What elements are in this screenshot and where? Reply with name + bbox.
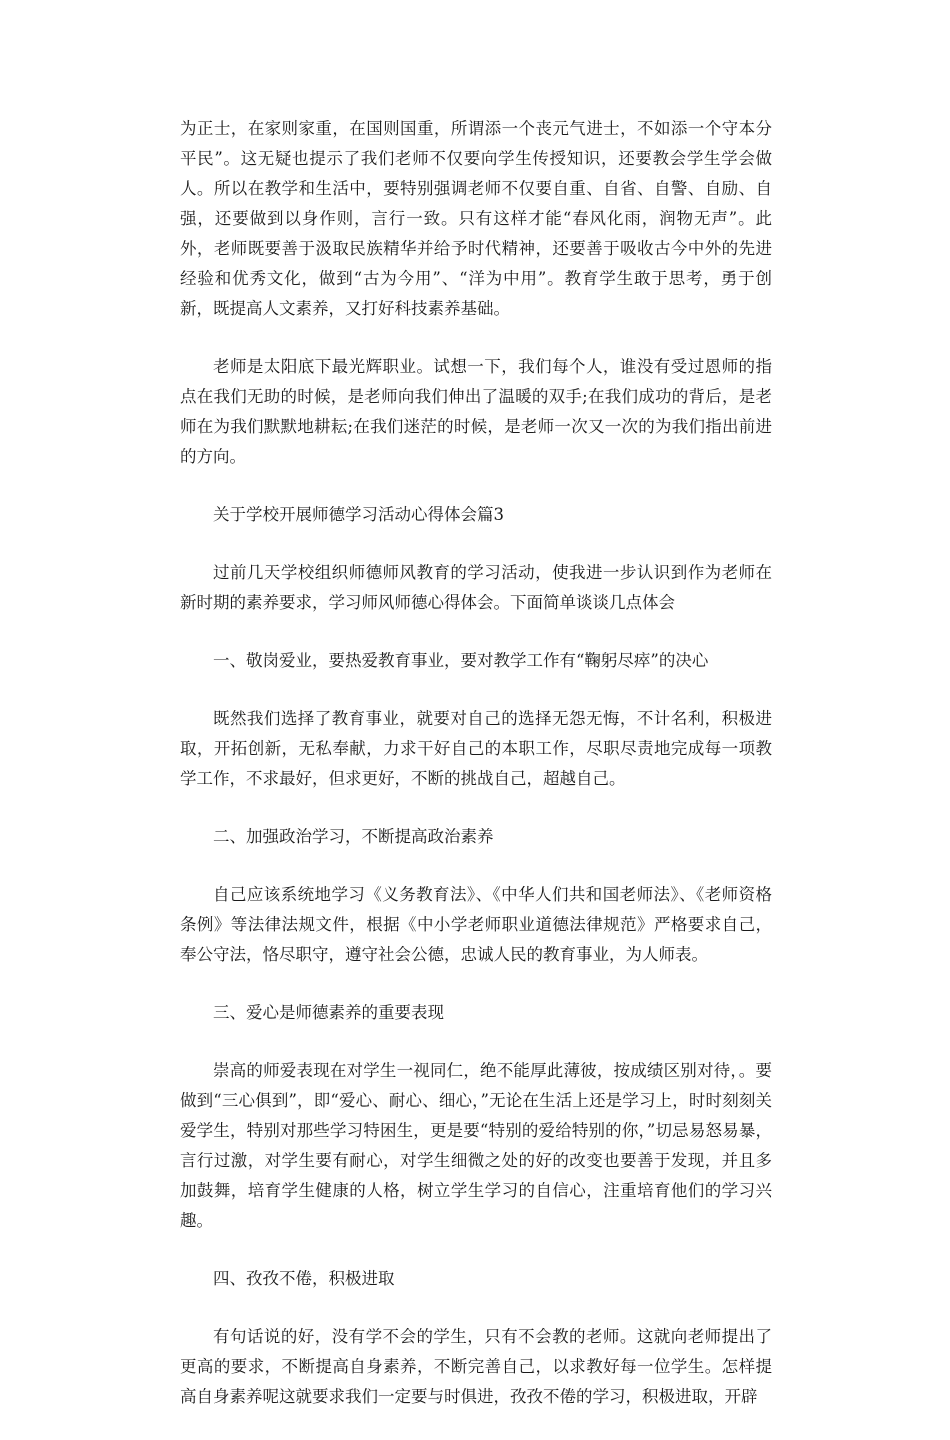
paragraph-continued-text: 为正士，在家则家重，在国则国重，所谓添一个丧元气进士，不如添一个守本分平民”。这无疑也提示了我们老师不仅要向学生传授知识，还要教会学生学会做人。所以在教学和生活中，要特别强调老师不仅要自重、自省、自警、自励、自强，还要做到以身作则，言行一致。只有这样才能“春风化雨，润物无声”。此外，老师既要善于汲取民族精华并给予时代精神，还要善于吸收古今中外的先进经验和优秀文化，做到“古为今用”、“洋为中用”。教育学生敢于思考，勇于创新，既提高人文素养，又打好科技素养基础。 [180,119,772,318]
document-page [180,114,772,1440]
paragraph-point-4: 有句话说的好，没有学不会的学生，只有不会教的老师。这就向老师提出了更高的要求，不断提高自身素养，不断完善自己，以求教好每一位学生。怎样提高自身素养呢这就要求我们一定要与时俱进，孜孜不倦的学习，积极进取，开辟 [180,1327,772,1406]
paragraph-point-3: 崇高的师爱表现在对学生一视同仁，绝不能厚此薄彼，按成绩区别对待，。要做到“三心俱到”，即“爱心、耐心、细心，”无论在生活上还是学习上，时时刻刻关爱学生，特别对那些学习特困生，更是要“特别的爱给特别的你，”切忌易怒易暴，言行过激，对学生要有耐心，对学生细微之处的好的改变也要善于发现，并且多加鼓舞，培育学生健康的人格，树立学生学习的自信心，注重培育他们的学习兴趣。 [180,1061,772,1230]
paragraph-point-2: 自己应该系统地学习《义务教育法》、《中华人们共和国老师法》、《老师资格条例》等法律法规文件，根据《中小学老师职业道德法律规范》严格要求自己，奉公守法，恪尽职守，遵守社会公德，忠诚人民的教育事业，为人师表。 [180,885,772,964]
paragraph-point-1: 既然我们选择了教育事业，就要对自己的选择无怨无悔，不计名利，积极进取，开拓创新，无私奉献，力求干好自己的本职工作，尽职尽责地完成每一项教学工作，不求最好，但求更好，不断的挑战自己，超越自己。 [180,709,772,788]
paragraph-teacher-profession: 老师是太阳底下最光辉职业。试想一下，我们每个人，谁没有受过恩师的指点在我们无助的时候，是老师向我们伸出了温暖的双手;在我们成功的背后，是老师在为我们默默地耕耘;在我们迷茫的时候，是老师一次又一次的为我们指出前进的方向。 [180,357,772,466]
heading-point-3: 三、爱心是师德素养的重要表现 [213,1003,444,1022]
paragraph-intro: 过前几天学校组织师德师风教育的学习活动，使我进一步认识到作为老师在新时期的素养要求，学习师风师德心得体会。下面简单谈谈几点体会 [180,563,772,612]
section-title-article-3: 关于学校开展师德学习活动心得体会篇3 [213,505,504,524]
heading-point-4: 四、孜孜不倦，积极进取 [213,1269,395,1288]
heading-point-2: 二、加强政治学习，不断提高政治素养 [213,827,494,846]
heading-point-1: 一、敬岗爱业，要热爱教育事业，要对教学工作有“鞠躬尽瘁”的决心 [213,651,709,670]
